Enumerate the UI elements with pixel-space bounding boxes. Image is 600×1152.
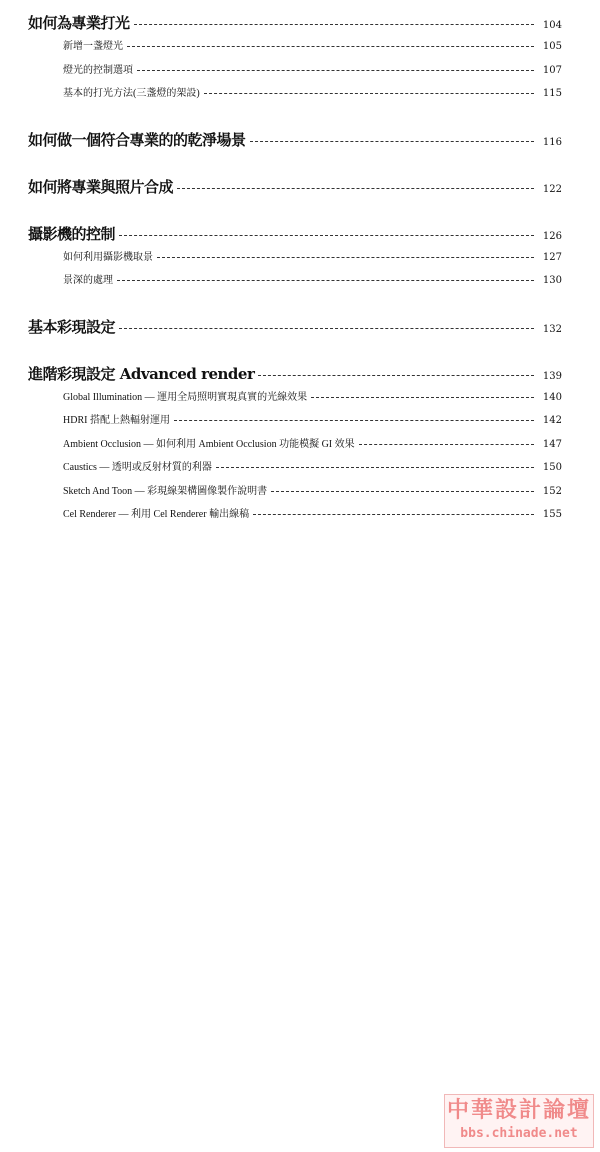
watermark-title: 中華設計論壇	[446, 1098, 591, 1123]
toc-page-number: 155	[542, 509, 562, 520]
table-of-contents	[28, 0, 562, 520]
toc-title: Sketch And Toon — 彩現線架構圖像製作說明書	[63, 486, 268, 497]
toc-section	[28, 248, 562, 263]
toc-title: 新增一盞燈光	[63, 41, 123, 52]
dotted-leader	[311, 397, 534, 398]
toc-title: Cel Renderer — 利用 Cel Renderer 輸出線稿	[63, 509, 250, 520]
dotted-leader	[119, 235, 534, 236]
toc-title: 燈光的控制選項	[63, 65, 133, 76]
toc-page-number: 150	[542, 462, 562, 473]
toc-page-number: 122	[542, 184, 562, 195]
toc-chapter	[28, 223, 562, 244]
toc-page-number: 116	[542, 137, 562, 148]
toc-title: 如何利用攝影機取景	[63, 252, 153, 263]
toc-title: Ambient Occlusion — 如何利用 Ambient Occlusion 功能模擬 GI 效果	[63, 439, 355, 450]
toc-section	[28, 435, 562, 450]
dotted-leader	[177, 188, 534, 189]
toc-title: Caustics — 透明或反射材質的利器	[63, 462, 212, 473]
dotted-leader	[204, 93, 534, 94]
toc-section	[28, 458, 562, 473]
dotted-leader	[127, 46, 534, 47]
toc-page-number: 132	[542, 324, 562, 335]
toc-title: 如何做一個符合專業的的乾淨場景	[28, 131, 246, 149]
watermark-url: bbs.chinade.net	[460, 1126, 578, 1141]
toc-chapter	[28, 129, 562, 150]
dotted-leader	[157, 257, 534, 258]
toc-page-number: 140	[542, 392, 562, 403]
toc-page-number: 107	[542, 65, 562, 76]
dotted-leader	[216, 467, 534, 468]
toc-section	[28, 37, 562, 52]
dotted-leader	[119, 328, 534, 329]
toc-section	[28, 61, 562, 76]
toc-page-number: 126	[542, 231, 562, 242]
dotted-leader	[253, 514, 534, 515]
toc-section	[28, 271, 562, 286]
toc-page-number: 147	[542, 439, 562, 450]
dotted-leader	[250, 141, 534, 142]
toc-title: HDRI 搭配上熱輻射運用	[63, 415, 170, 426]
toc-section	[28, 388, 562, 403]
toc-chapter	[28, 363, 562, 384]
toc-chapter	[28, 316, 562, 337]
toc-page-number: 105	[542, 41, 562, 52]
dotted-leader	[134, 24, 534, 25]
toc-page-number: 139	[542, 371, 562, 382]
toc-section	[28, 505, 562, 520]
toc-title: 景深的處理	[63, 275, 113, 286]
dotted-leader	[359, 444, 534, 445]
toc-title: 如何將專業與照片合成	[28, 178, 174, 196]
toc-chapter	[28, 176, 562, 197]
toc-page-number: 142	[542, 415, 562, 426]
toc-chapter	[28, 12, 562, 33]
dotted-leader	[271, 491, 534, 492]
dotted-leader	[258, 375, 534, 376]
toc-page-number: 104	[542, 20, 562, 31]
toc-page-number: 115	[542, 88, 562, 99]
toc-title: 攝影機的控制	[28, 225, 116, 243]
dotted-leader	[174, 420, 534, 421]
toc-title: 基本的打光方法(三盞燈的架設)	[63, 88, 200, 99]
toc-title: 如何為專業打光	[28, 14, 130, 32]
toc-title: 進階彩現設定 Advanced render	[28, 365, 255, 383]
toc-section	[28, 411, 562, 426]
toc-title: 基本彩現設定	[28, 318, 116, 336]
toc-section	[28, 482, 562, 497]
toc-page-number: 130	[542, 275, 562, 286]
dotted-leader	[137, 70, 534, 71]
dotted-leader	[117, 280, 534, 281]
toc-page-number: 152	[542, 486, 562, 497]
toc-section	[28, 84, 562, 99]
toc-page-number: 127	[542, 252, 562, 263]
forum-watermark	[444, 1094, 594, 1148]
toc-title: Global Illumination — 運用全局照明實現真實的光線效果	[63, 392, 308, 403]
